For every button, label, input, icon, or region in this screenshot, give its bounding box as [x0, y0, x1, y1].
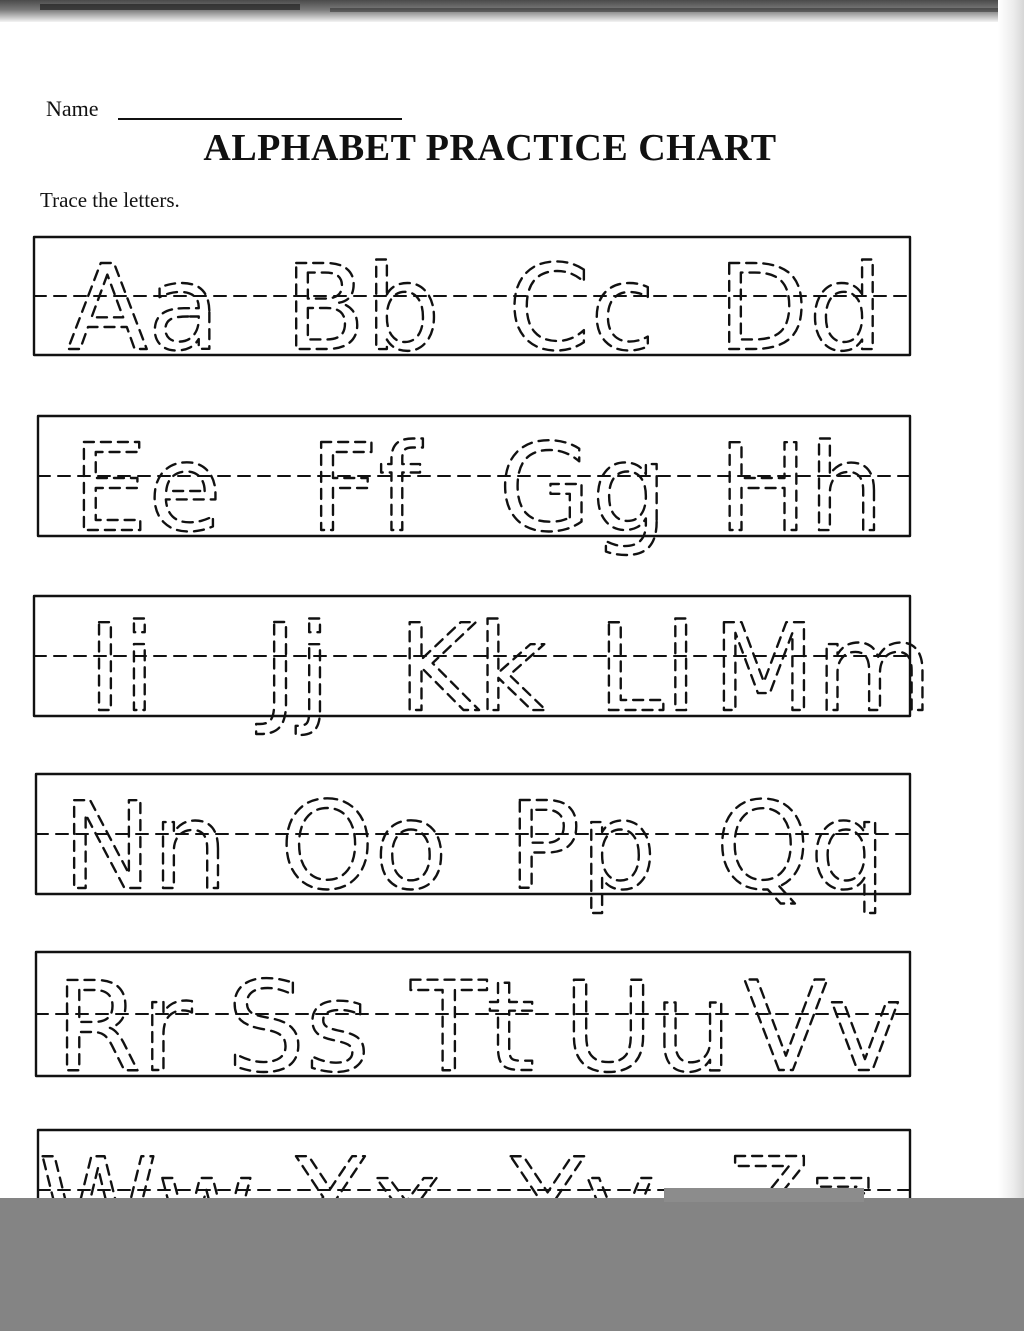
tracing-row — [38, 416, 910, 559]
tracing-letter-pair: Qq — [715, 778, 887, 917]
tracing-letter-pair: Kk — [397, 600, 547, 739]
tracing-letter-pair: Ss — [226, 956, 370, 1100]
tracing-row — [34, 237, 910, 377]
tracing-row — [34, 596, 933, 739]
tracing-letter-pair: Aa — [66, 239, 221, 377]
tracing-letter-pair: Gg — [498, 420, 668, 559]
tracing-letter-pair: Bb — [284, 239, 441, 377]
scan-occlusion-patch — [664, 1188, 864, 1202]
tracing-letter-pair: Dd — [717, 239, 884, 377]
tracing-letter-pair: Ff — [309, 420, 421, 559]
tracing-letter-pair: Ll — [597, 600, 698, 739]
tracing-letter-pair: Cc — [507, 239, 656, 377]
tracing-letter-pair: Tt — [410, 956, 536, 1100]
tracing-letter-pair: Oo — [279, 778, 448, 917]
instruction-text: Trace the letters. — [40, 188, 180, 212]
tracing-letter-pair: Nn — [62, 778, 229, 917]
tracing-letter-pair: Jj — [262, 600, 332, 739]
tracing-letter-pair: Vv — [743, 956, 902, 1100]
tracing-letter-pair: Ii — [87, 600, 156, 739]
tracing-letter-pair: Pp — [507, 778, 657, 917]
tracing-letter-pair: Rr — [54, 956, 192, 1100]
tracing-letter-pair: Hh — [717, 420, 885, 559]
name-label: Name — [46, 96, 99, 121]
tracing-row — [36, 774, 910, 917]
tracing-row — [36, 952, 910, 1100]
tracing-letter-pair: Uu — [563, 956, 733, 1100]
tracing-letter-pair: Ee — [72, 420, 222, 559]
scan-occlusion-band — [0, 1198, 1024, 1331]
tracing-letter-pair: Mm — [712, 600, 933, 739]
page-title: ALPHABET PRACTICE CHART — [203, 127, 777, 169]
